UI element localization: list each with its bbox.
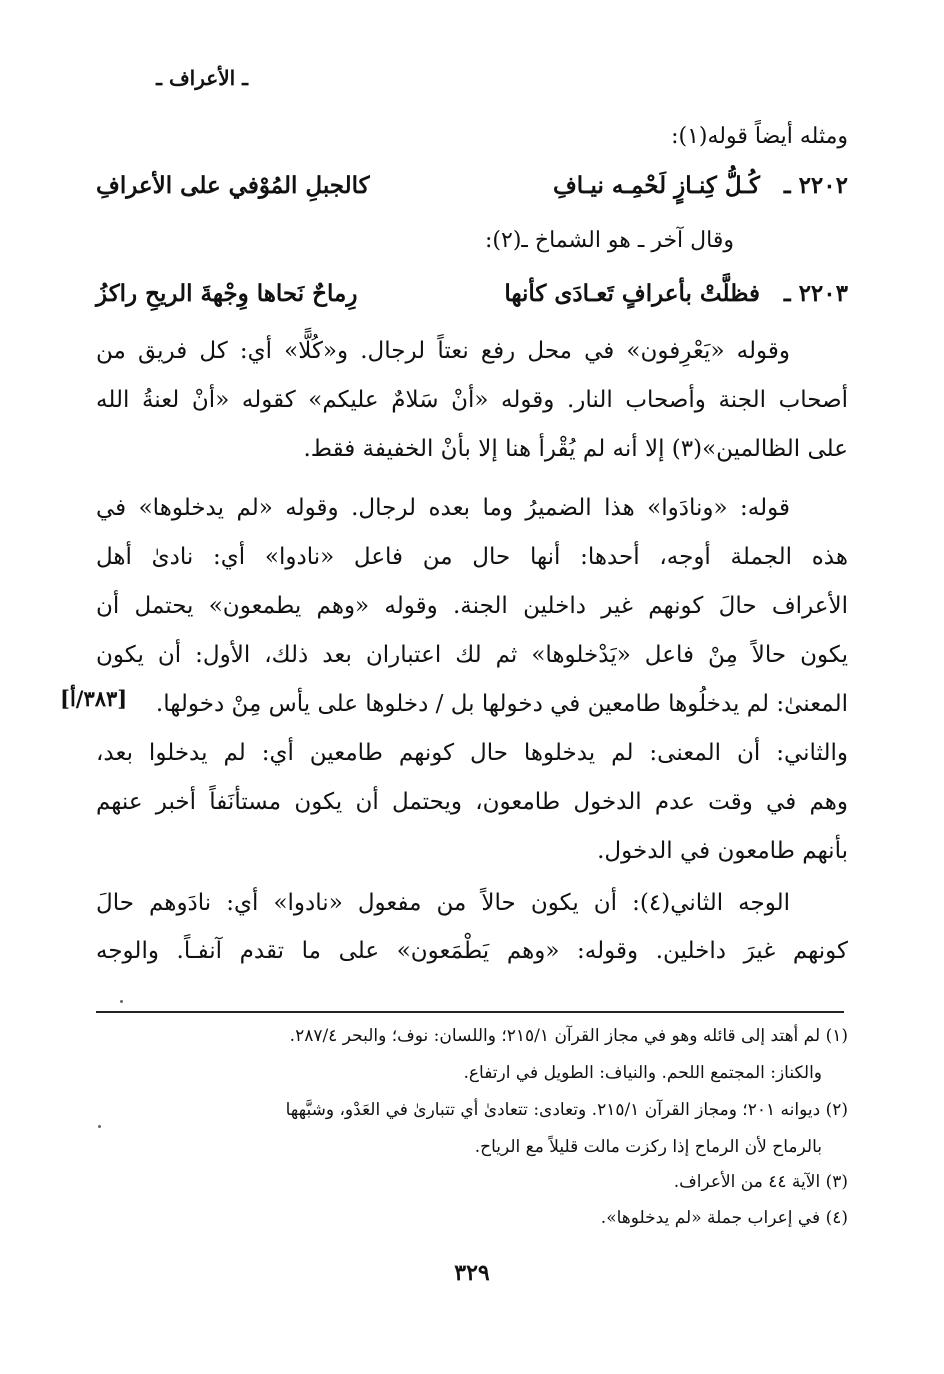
verse-2203	[96, 280, 848, 314]
paragraph-line: يكون حالاً مِنْ فاعل «يَدْخلوها» ثم لك اعتباران بعد ذلك، الأول: أن يكون	[96, 642, 848, 668]
verse-2202	[96, 172, 848, 206]
paragraph-line: وقوله «يَعْرِفون» في محل رفع نعتاً لرجال. و«كُلًّا» أي: كل فريق من	[96, 338, 790, 364]
manuscript-folio-reference: [٣٨٣/أ]	[60, 686, 128, 711]
verse-hemistich: رِماحٌ نَحاها وِجْهةَ الريحِ راكزُ	[96, 280, 358, 307]
paragraph-line: قوله: «ونادَوا» هذا الضميرُ وما بعده لرجال. وقوله «لم يدخلوها» في	[96, 495, 790, 521]
intro-line-2: وقال آخر ـ هو الشماخ ـ(٢):	[485, 228, 734, 253]
paragraph-line: هذه الجملة أوجه، أحدها: أنها حال من فاعل «نادوا» أي: نادىٰ أهل	[96, 544, 848, 570]
paragraph-line: والثاني: أن المعنى: لم يدخلوها حال كونهم طامعين أي: لم يدخلوا بعد،	[96, 740, 848, 766]
paragraph-line: أصحاب الجنة وأصحاب النار. وقوله «أنْ سَلامٌ عليكم» كقوله «أنْ لعنةُ الله	[96, 387, 848, 413]
scan-speck	[98, 1125, 101, 1128]
footnote: (٣) الآية ٤٤ من الأعراف.	[673, 1172, 848, 1192]
scan-speck	[120, 1000, 123, 1003]
intro-line-1: ومثله أيضاً قوله(١):	[671, 124, 848, 149]
paragraph-line: المعنىٰ: لم يدخلُوها طامعين في دخولها بل / دخلوها على يأس مِنْ دخولها.	[155, 691, 848, 717]
verse-number: ٢٢٠٢ ـ	[783, 172, 848, 199]
footnote: (١) لم أهتد إلى قائله وهو في مجاز القرآن ٢١٥/١؛ واللسان: نوف؛ والبحر ٢٨٧/٤.	[289, 1026, 848, 1046]
page-number: ٣٢٩	[454, 1260, 490, 1286]
footnote: (٤) في إعراب جملة «لم يدخلوها».	[600, 1208, 848, 1228]
footnote-separator	[96, 1011, 844, 1013]
verse-number: ٢٢٠٣ ـ	[783, 280, 848, 307]
verse-hemistich: كُـلُّ كِنـازٍ لَحْمِـه نيـافِ	[552, 172, 760, 199]
paragraph-line: الأعراف حالَ كونهم غير داخلين الجنة. وقوله «وهم يطمعون» يحتمل أن	[96, 593, 848, 619]
paragraph-line: وهم في وقت عدم الدخول طامعون، ويحتمل أن يكون مستأنَفاً أخبر عنهم	[96, 789, 848, 815]
paragraph-line: كونهم غيرَ داخلين. وقوله: «وهم يَطْمَعون» على ما تقدم آنفـاً. والوجه	[96, 938, 848, 964]
paragraph-line: الوجه الثاني(٤): أن يكون حالاً من مفعول «نادوا» أي: نادَوهم حالَ	[96, 890, 791, 916]
verse-hemistich: فظلَّتْ بأعرافٍ تَعـادَى كأنها	[504, 280, 760, 307]
running-header: ـ الأعراف ـ	[156, 66, 248, 90]
paragraph-line: بأنهم طامعون في الدخول.	[597, 838, 848, 864]
verse-hemistich: كالجبلِ المُوْفي على الأعرافِ	[96, 172, 370, 199]
footnote-continuation: بالرماح لأن الرماح إذا ركزت مالت قليلاً مع الرياح.	[474, 1137, 822, 1157]
footnote: (٢) ديوانه ٢٠١؛ ومجاز القرآن ٢١٥/١. وتعادى: تتعادىٰ أي تتبارىٰ في العَدْو، وشبَّهها	[285, 1100, 848, 1120]
paragraph-line: على الظالمين»(٣) إلا أنه لم يُقْرأ هنا إلا بأنْ الخفيفة فقط.	[303, 436, 848, 462]
footnote-continuation: والكناز: المجتمع اللحم. والنياف: الطويل في ارتفاع.	[463, 1063, 822, 1083]
